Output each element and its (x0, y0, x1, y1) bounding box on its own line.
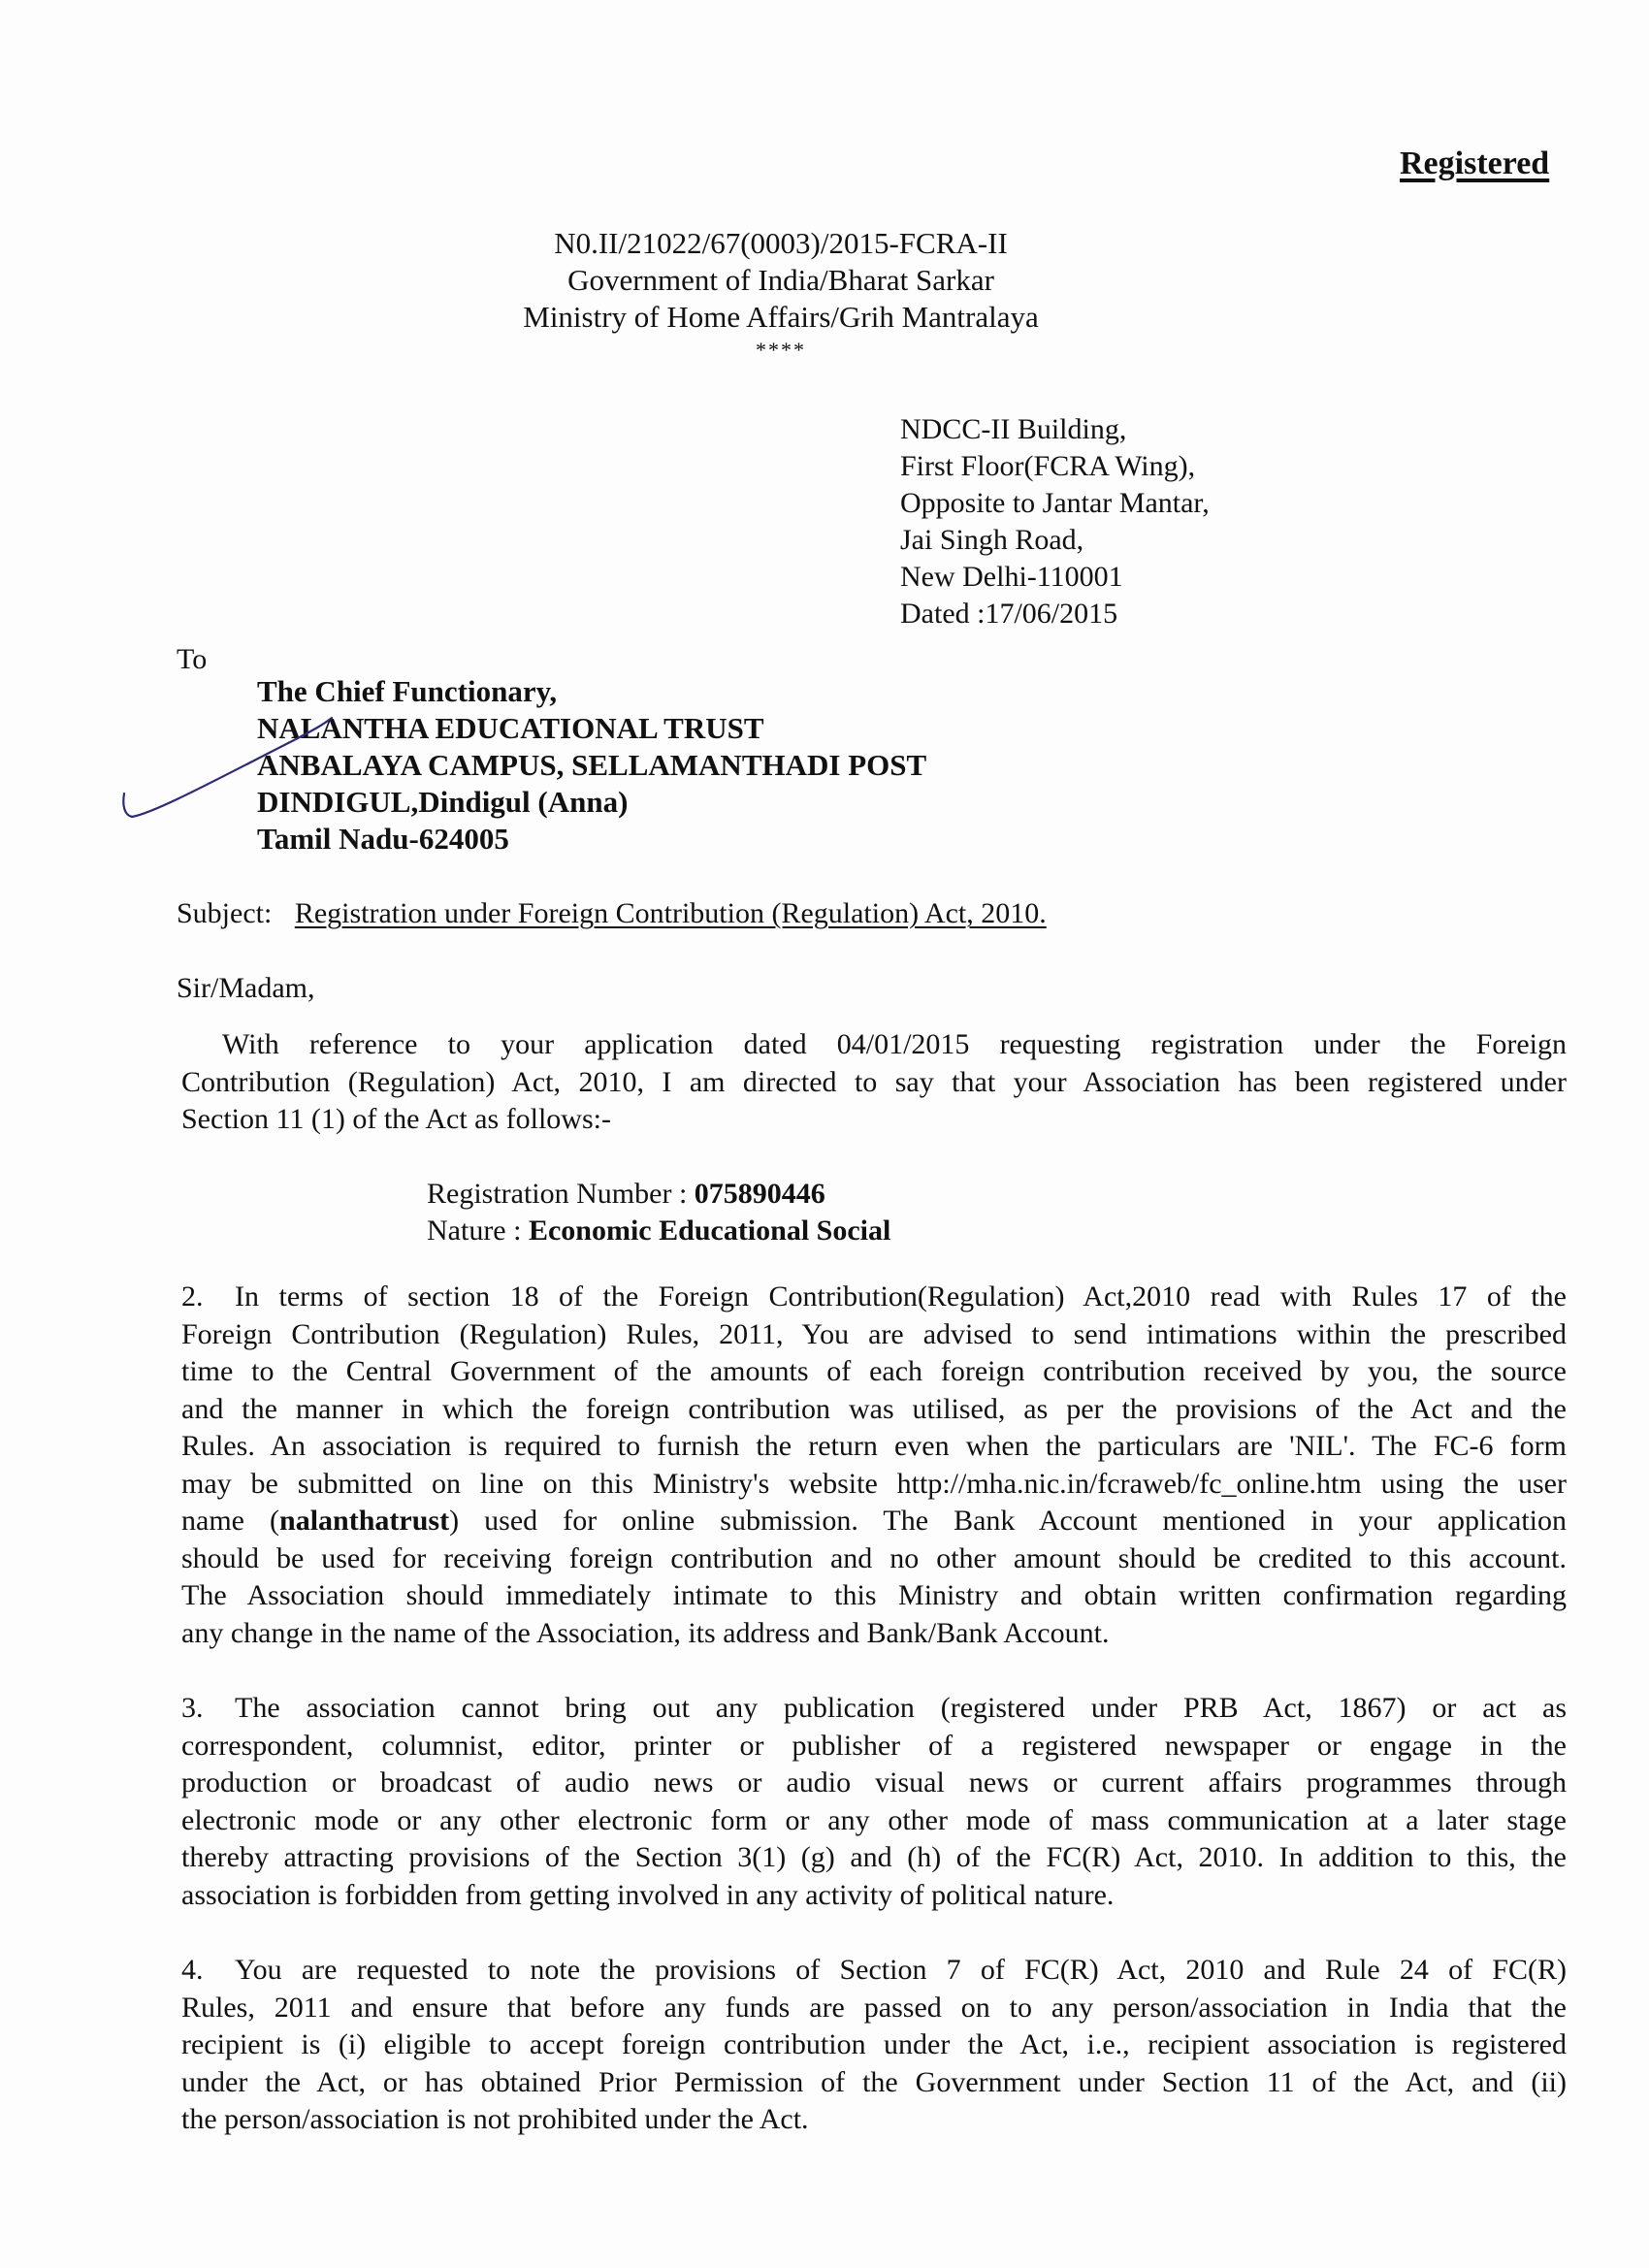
paragraph-3 (181, 1690, 1567, 1914)
paragraph-line: Foreign Contribution (Regulation) Rules, 2011, You are advised to send intimations within the prescribed (181, 1317, 1567, 1350)
recipient-state-pin: Tamil Nadu-624005 (257, 822, 509, 856)
registration-number-value: 075890446 (694, 1178, 825, 1210)
paragraph-line: production or broadcast of audio news or audio visual news or current affairs programmes through (181, 1766, 1567, 1798)
paragraph-line (181, 1503, 1567, 1540)
paragraph-line: With reference to your application dated 04/01/2015 requesting registration under the Foreign (222, 1028, 1567, 1060)
paragraph-text: name ( (181, 1505, 280, 1537)
recipient-title: The Chief Functionary, (257, 674, 558, 708)
paragraph-text: You are requested to note the provisions of Section 7 of FC(R) Act, 2010 and Rule 24 of FC(R) (235, 1954, 1567, 1986)
subject-label: Subject: (177, 897, 273, 929)
subject-text: Registration under Foreign Contribution (Regulation) Act, 2010. (294, 897, 1047, 929)
paragraph-line: correspondent, columnist, editor, printer or publisher of a registered newspaper or engage in the (181, 1729, 1567, 1762)
paragraph-line: should be used for receiving foreign contribution and no other amount should be credited to this account. (181, 1541, 1567, 1574)
recipient-address (257, 673, 926, 858)
paragraph-line (181, 1690, 1567, 1728)
paragraph-line: time to the Central Government of the amounts of each foreign contribution received by you, the source (181, 1355, 1567, 1387)
address-line: Opposite to Jantar Mantar, (900, 487, 1210, 519)
file-number: N0.II/21022/67(0003)/2015-FCRA-II (554, 226, 1008, 260)
paragraph-number: 2. (181, 1280, 204, 1312)
address-line: First Floor(FCRA Wing), (900, 450, 1196, 482)
paragraph-line: recipient is (i) eligible to accept foreign contribution under the Act, i.e., recipient association is registered (181, 2028, 1567, 2060)
registered-stamp: Registered (1400, 146, 1550, 181)
paragraph-line: association is forbidden from getting involved in any activity of political nature. (181, 1878, 1115, 1911)
address-line: Jai Singh Road, (900, 524, 1084, 556)
nature-value: Economic Educational Social (528, 1215, 891, 1247)
address-line: New Delhi-110001 (900, 561, 1123, 593)
subject-line (177, 897, 1047, 930)
paragraph-2 (181, 1279, 1567, 1652)
registration-number-row (427, 1176, 890, 1213)
paragraph-line: under the Act, or has obtained Prior Permission of the Government under Section 11 of the Act, and (ii) (181, 2065, 1567, 2098)
government-name: Government of India/Bharat Sarkar (567, 263, 994, 297)
paragraph-line: The Association should immediately intimate to this Ministry and obtain written confirmation regarding (181, 1579, 1567, 1611)
letter-header (436, 225, 1125, 365)
paragraph-line: Contribution (Regulation) Act, 2010, I am directed to say that your Association has been registered under (181, 1065, 1567, 1098)
paragraph-1 (181, 1026, 1567, 1139)
paragraph-line: Rules, 2011 and ensure that before any funds are passed on to any person/association in India that the (181, 1991, 1567, 2024)
username-value: nalanthatrust (279, 1505, 450, 1537)
paragraph-number: 4. (181, 1954, 204, 1986)
recipient-street: ANBALAYA CAMPUS, SELLAMANTHADI POST (257, 748, 927, 782)
paragraph-line: may be submitted on line on this Ministry's website http://mha.nic.in/fcraweb/fc_online.htm using the user (181, 1467, 1567, 1500)
paragraph-line: Rules. An association is required to furnish the return even when the particulars are 'NIL'. The FC-6 form (181, 1430, 1567, 1462)
registration-number-label: Registration Number : (427, 1178, 695, 1210)
paragraph-line (181, 1952, 1567, 1990)
to-label: To (177, 643, 208, 675)
letter-date: Dated :17/06/2015 (900, 598, 1118, 630)
recipient-city: DINDIGUL,Dindigul (Anna) (257, 785, 629, 819)
paragraph-4 (181, 1952, 1567, 2139)
nature-label: Nature : (427, 1215, 529, 1247)
sender-address (900, 411, 1210, 632)
paragraph-line: and the manner in which the foreign contribution was utilised, as per the provisions of the Act and the (181, 1392, 1567, 1425)
paragraph-line: Section 11 (1) of the Act as follows:- (181, 1103, 611, 1135)
paragraph-line: any change in the name of the Association, its address and Bank/Bank Account. (181, 1616, 1110, 1649)
salutation: Sir/Madam, (177, 972, 315, 1004)
paragraph-line (181, 1279, 1567, 1316)
nature-row (427, 1213, 890, 1249)
paragraph-line: thereby attracting provisions of the Section 3(1) (g) and (h) of the FC(R) Act, 2010. In addition to this, the (181, 1841, 1567, 1873)
address-line: NDCC-II Building, (900, 413, 1127, 445)
paragraph-text: The association cannot bring out any publication (registered under PRB Act, 1867) or act as (235, 1692, 1567, 1724)
ministry-name: Ministry of Home Affairs/Grih Mantralaya (523, 300, 1039, 334)
registration-details (427, 1176, 890, 1249)
paragraph-number: 3. (181, 1692, 204, 1724)
header-separator: **** (756, 338, 806, 362)
paragraph-line: the person/association is not prohibited under the Act. (181, 2103, 809, 2135)
paragraph-text: In terms of section 18 of the Foreign Contribution(Regulation) Act,2010 read with Rules 17 of the (235, 1280, 1567, 1312)
recipient-organization: NALANTHA EDUCATIONAL TRUST (257, 711, 764, 745)
paragraph-line: electronic mode or any other electronic form or any other mode of mass communication at a later stage (181, 1803, 1567, 1836)
paragraph-text: ) used for online submission. The Bank Account mentioned in your application (449, 1505, 1567, 1537)
